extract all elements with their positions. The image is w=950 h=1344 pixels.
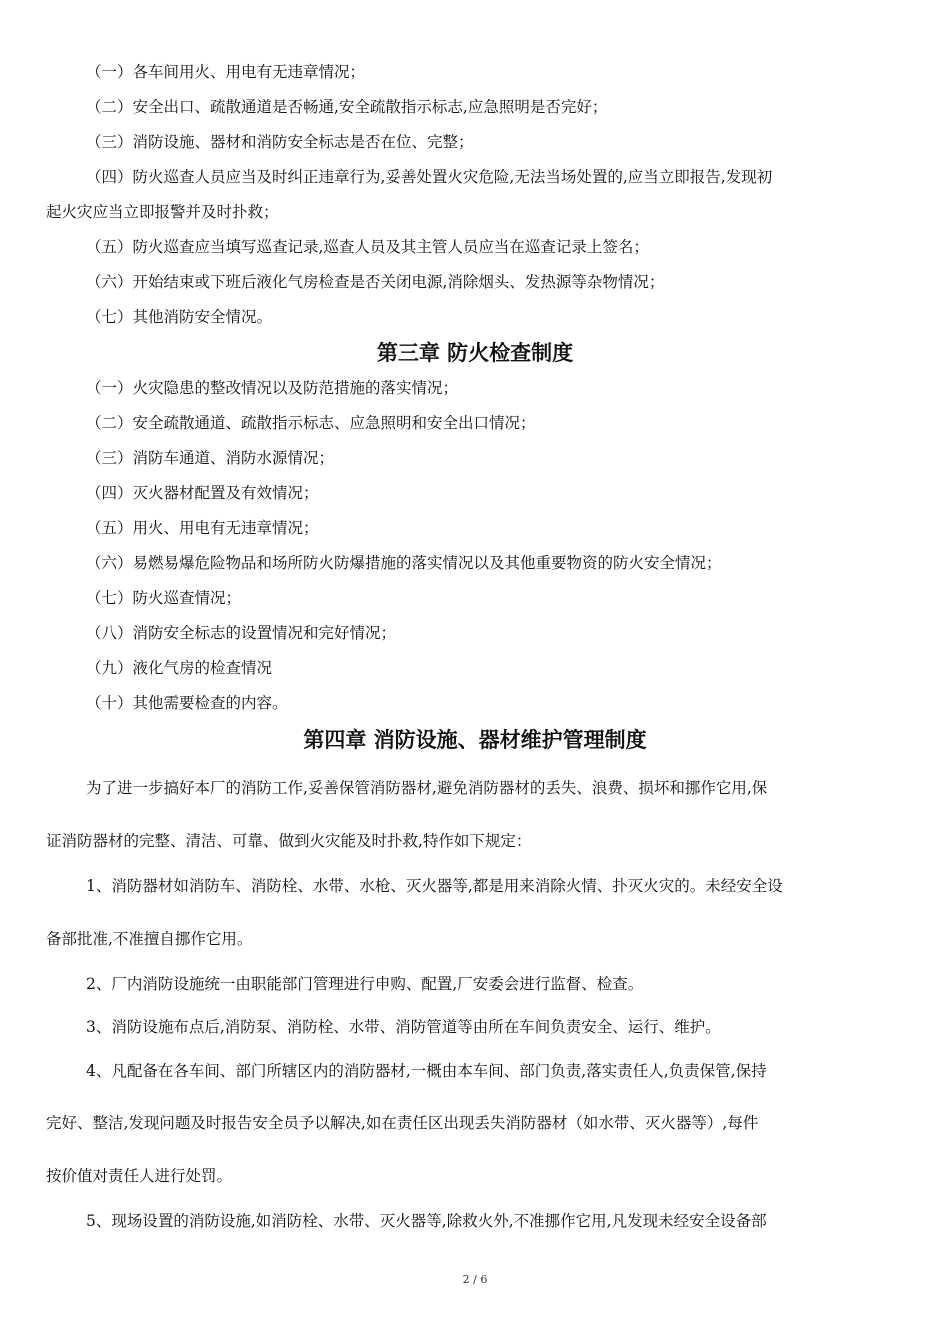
list-item: （七）其他消防安全情况。 [86, 308, 273, 326]
paragraph-line: 按价值对责任人进行处罚。 [46, 1167, 233, 1185]
paragraph-line: 3、消防设施布点后,消防泵、消防栓、水带、消防管道等由所在车间负责安全、运行、维护。 [86, 1018, 721, 1036]
list-item: （二）安全出口、疏散通道是否畅通,安全疏散指示标志,应急照明是否完好； [86, 98, 608, 116]
list-item: （一）各车间用火、用电有无违章情况； [86, 63, 366, 81]
list-item: （六）开始结束或下班后液化气房检查是否关闭电源,消除烟头、发热源等杂物情况； [86, 273, 665, 291]
paragraph-line: 1、消防器材如消防车、消防栓、水带、水枪、灭火器等,都是用来消除火情、扑灭火灾的。未经安全设 [86, 877, 783, 895]
paragraph-line: 2、厂内消防设施统一由职能部门管理进行申购、配置,厂安委会进行监督、检查。 [86, 975, 644, 993]
list-item: （三）消防车通道、消防水源情况； [86, 449, 335, 467]
list-item: （九）液化气房的检查情况 [86, 659, 273, 677]
list-item: （六）易燃易爆危险物品和场所防火防爆措施的落实情况以及其他重要物资的防火安全情况； [86, 554, 722, 572]
list-item: （五）用火、用电有无违章情况； [86, 519, 319, 537]
chapter-3-title: 第三章 防火检查制度 [376, 341, 574, 365]
list-item: （一）火灾隐患的整改情况以及防范措施的落实情况； [86, 379, 459, 397]
list-item: （四）灭火器材配置及有效情况； [86, 484, 319, 502]
paragraph-line: 5、现场设置的消防设施,如消防栓、水带、灭火器等,除救火外,不准挪作它用,凡发现未经安全设备部 [86, 1212, 767, 1230]
paragraph-line: 4、凡配备在各车间、部门所辖区内的消防器材,一概由本车间、部门负责,落实责任人,负责保管,保持 [86, 1062, 767, 1080]
paragraph-line: 证消防器材的完整、清洁、可靠、做到火灾能及时扑救,特作如下规定： [46, 832, 532, 850]
paragraph-line: 备部批准,不准擅自挪作它用。 [46, 930, 253, 948]
list-item-continuation: 起火灾应当立即报警并及时扑救； [46, 203, 279, 221]
list-item: （二）安全疏散通道、疏散指示标志、应急照明和安全出口情况； [86, 414, 536, 432]
list-item: （三）消防设施、器材和消防安全标志是否在位、完整； [86, 133, 474, 151]
list-item: （四）防火巡查人员应当及时纠正违章行为,妥善处置火灾危险,无法当场处置的,应当立即报告,发现初 [86, 168, 773, 186]
list-item: （五）防火巡查应当填写巡查记录,巡查人员及其主管人员应当在巡查记录上签名； [86, 238, 649, 256]
paragraph-line: 完好、整洁,发现问题及时报告安全员予以解决,如在责任区出现丢失消防器材（如水带、灭火器等）,每件 [46, 1114, 759, 1132]
page-number: 2 / 6 [462, 1273, 488, 1286]
list-item: （十）其他需要检查的内容。 [86, 694, 288, 712]
chapter-4-title: 第四章 消防设施、器材维护管理制度 [303, 728, 647, 752]
list-item: （七）防火巡查情况； [86, 589, 242, 607]
paragraph-line: 为了进一步搞好本厂的消防工作,妥善保管消防器材,避免消防器材的丢失、浪费、损坏和挪作它用,保 [86, 779, 768, 797]
list-item: （八）消防安全标志的设置情况和完好情况； [86, 624, 397, 642]
